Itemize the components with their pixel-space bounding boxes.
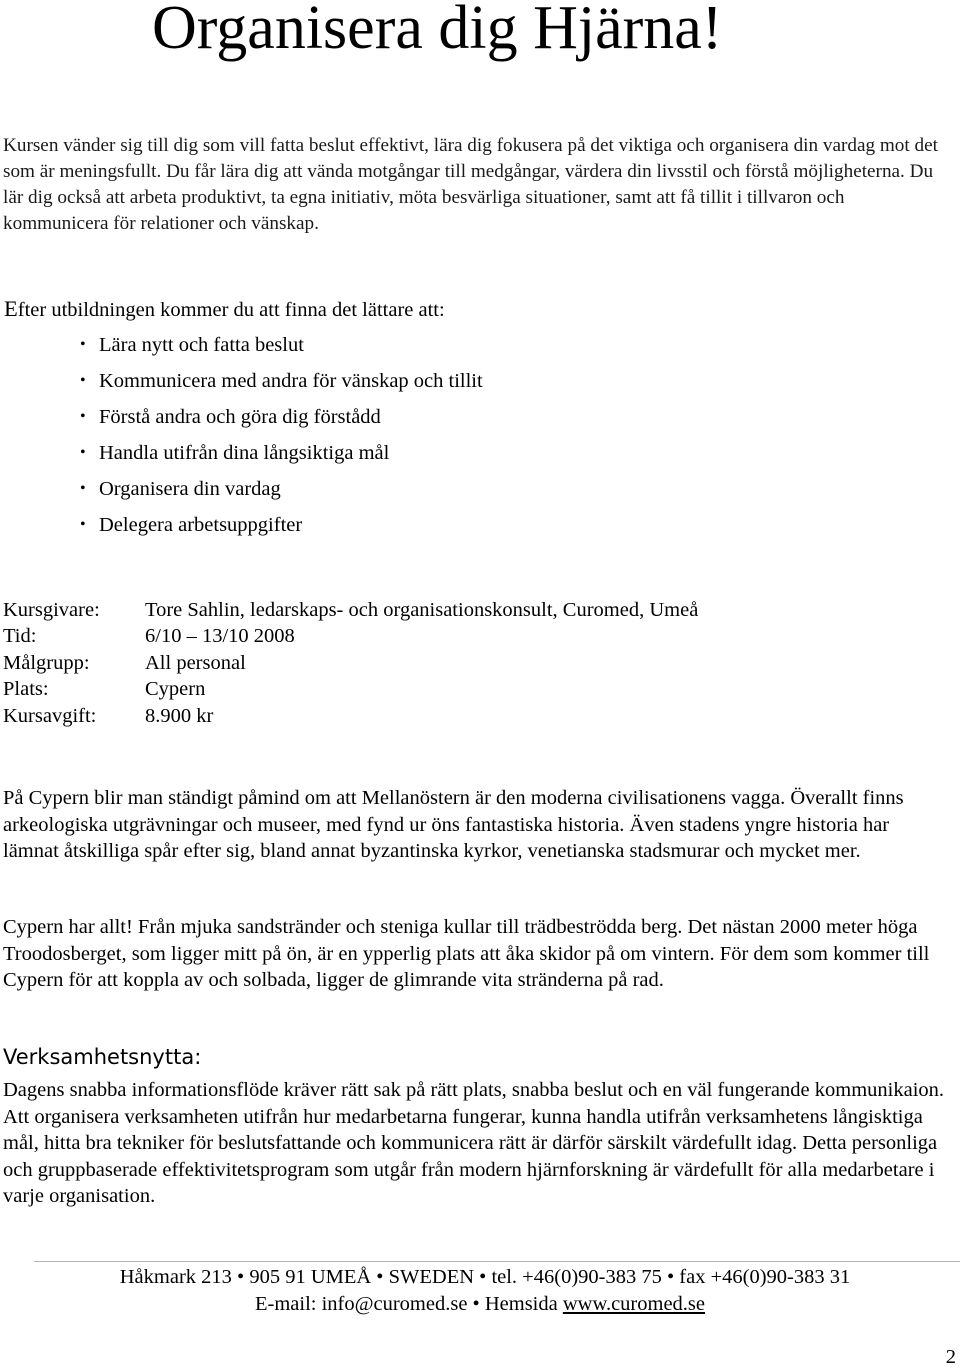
list-item bbox=[80, 402, 483, 438]
list-item bbox=[80, 366, 483, 402]
bullet-icon: • bbox=[80, 408, 86, 425]
outcomes-list bbox=[80, 330, 483, 546]
list-item-text: Förstå andra och göra dig förstådd bbox=[99, 406, 381, 428]
info-row-fee bbox=[3, 703, 698, 729]
list-item-text: Lära nytt och fatta beslut bbox=[99, 334, 304, 356]
footer bbox=[0, 1264, 960, 1318]
cyprus-nature-paragraph: Cypern har allt! Från mjuka sandstränder och steniga kullar till trädbeströdda berg. Det nästan 2000 meter höga Troodosberget, som ligger mitt på ön, är en ypperlig plats att åka skidor på om vintern. För dem som kommer till Cypern för att koppla av och solbada, ligger de glimrande vita stränderna på rad. bbox=[3, 916, 930, 991]
info-label: Plats: bbox=[3, 678, 49, 701]
info-row-location bbox=[3, 676, 698, 702]
cyprus-history-paragraph: På Cypern blir man ständigt påmind om att Mellanöstern är den moderna civilisationens vagga. Överallt finns arkeologiska utgrävningar och museer, med fynd ur öns fantastiska historia. Även stadens yngre historia har lämnat åtskilliga spår efter sig, bland annat byzantinska kyrkor, venetianska stadsmurar och mycket mer. bbox=[3, 787, 904, 862]
footer-address: Håkmark 213 • 905 91 UMEÅ • SWEDEN • tel. +46(0)90-383 75 • fax +46(0)90-383 31 bbox=[119, 1266, 851, 1288]
benefit-paragraph: Dagens snabba informationsflöde kräver rätt sak på rätt plats, snabba beslut och en väl fungerande kommunikaion. Att organisera verksamheten utifrån hur medarbetarna fungerar, kunna handla utifrån verksamhetens långisktiga mål, hitta bra tekniker för beslutsfattande och kommunicera rätt är därför särskilt värdefullt idag. Detta personliga och gruppbaserade effektivitetsprogram som utgår från modern hjärnforskning är värdefullt för alla medarbetare i varje organisation. bbox=[3, 1079, 945, 1207]
bullet-icon: • bbox=[80, 336, 86, 353]
footer-email: E-mail: info@curomed.se • Hemsida bbox=[255, 1293, 563, 1315]
bullet-icon: • bbox=[80, 444, 86, 461]
info-label: Tid: bbox=[3, 625, 37, 648]
benefit-heading: Verksamhetsnytta: bbox=[3, 1045, 202, 1069]
info-label: Kursgivare: bbox=[3, 599, 100, 621]
list-item-text: Delegera arbetsuppgifter bbox=[99, 514, 303, 536]
outcomes-lead-in bbox=[4, 295, 445, 324]
intro-paragraph: Kursen vänder sig till dig som vill fatta beslut effektivt, lära dig fokusera på det viktiga och organisera din vardag mot det som är meningsfullt. Du får lära dig att vända motgångar till medgångar, värdera din livsstil och förstå möjligheterna. Du lär dig också att arbeta produktivt, ta egna initiativ, möta besvärliga situationer, samt att få tillit i tillvaron och kommunicera för relationer och vänskap. bbox=[3, 135, 938, 234]
footer-divider bbox=[34, 1261, 960, 1262]
info-value: 8.900 kr bbox=[145, 704, 214, 727]
list-item bbox=[80, 474, 483, 510]
info-value: 6/10 – 13/10 2008 bbox=[145, 625, 295, 648]
page-title: Organisera dig Hjärna! bbox=[152, 0, 723, 62]
list-item bbox=[80, 330, 483, 366]
info-label: Kursavgift: bbox=[3, 704, 97, 727]
list-item-text: Kommunicera med andra för vänskap och tillit bbox=[99, 370, 483, 392]
outcomes-lead-initial: E bbox=[4, 296, 18, 321]
list-item bbox=[80, 438, 483, 474]
info-row-time bbox=[3, 623, 698, 649]
info-value: Tore Sahlin, ledarskaps- och organisationskonsult, Curomed, Umeå bbox=[145, 599, 699, 621]
info-row-instructor bbox=[3, 597, 698, 623]
bullet-icon: • bbox=[80, 516, 86, 533]
list-item-text: Organisera din vardag bbox=[99, 478, 281, 500]
info-value: All personal bbox=[145, 651, 246, 674]
website-link[interactable]: www.curomed.se bbox=[562, 1293, 705, 1315]
info-label: Målgrupp: bbox=[3, 651, 90, 674]
course-info bbox=[3, 597, 698, 729]
footer-contact bbox=[0, 1291, 960, 1318]
bullet-icon: • bbox=[80, 372, 86, 389]
list-item bbox=[80, 510, 483, 546]
info-row-audience bbox=[3, 650, 698, 676]
outcomes-lead-text: fter utbildningen kommer du att finna det lättare att: bbox=[17, 299, 445, 321]
bullet-icon: • bbox=[80, 480, 86, 497]
list-item-text: Handla utifrån dina långsiktiga mål bbox=[99, 442, 390, 464]
page-number: 2 bbox=[945, 1346, 956, 1368]
info-value: Cypern bbox=[145, 678, 206, 701]
